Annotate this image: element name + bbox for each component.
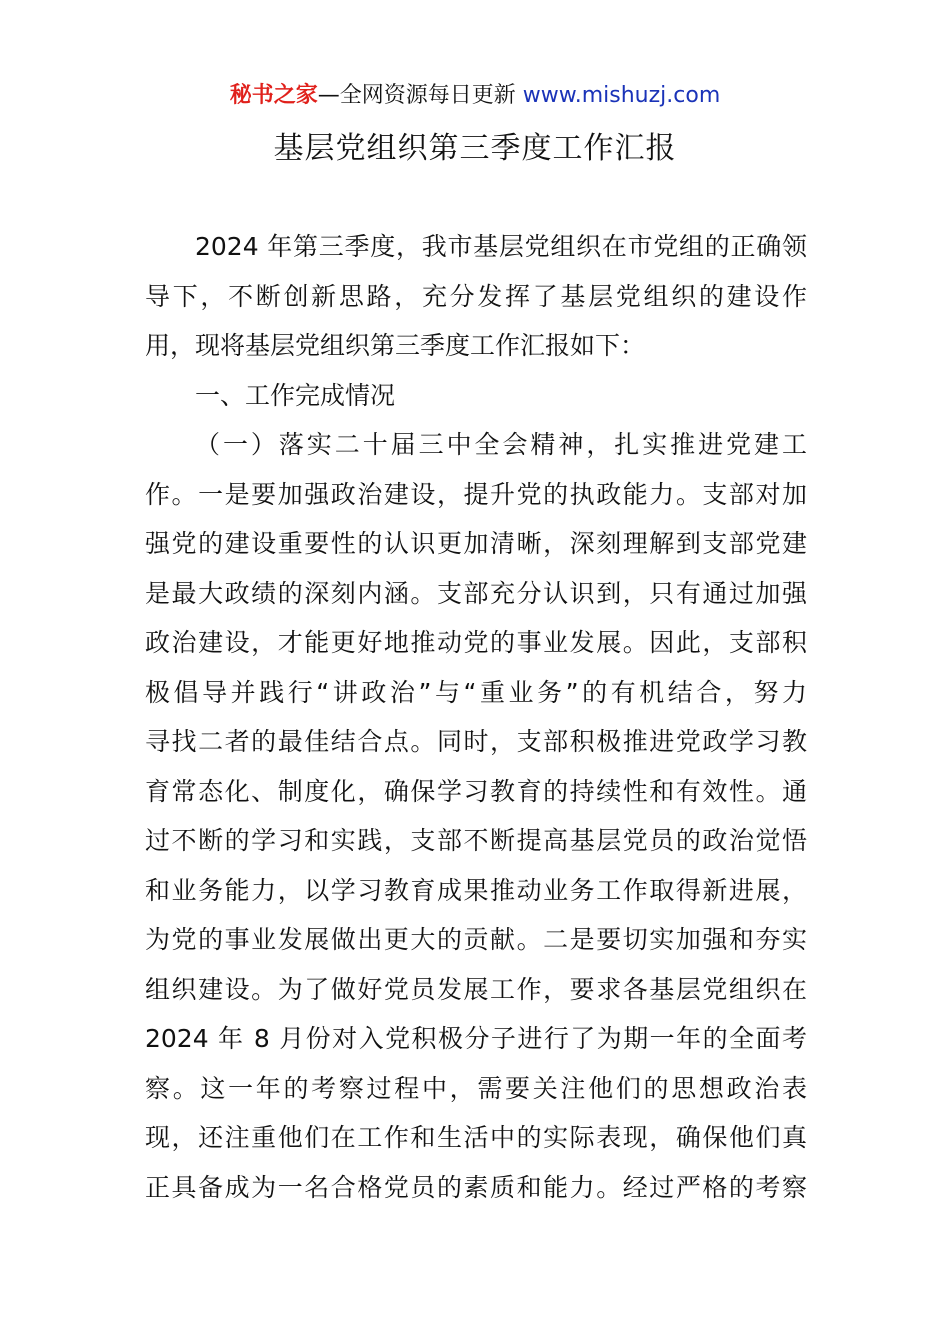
brand-name: 秘书之家: [229, 83, 318, 108]
paragraph-line: 2024 年 8 月份对入党积极分子进行了为期一年的全面考: [145, 1024, 807, 1053]
paragraph-line: 政治建设，才能更好地推动党的事业发展。因此，支部积: [145, 628, 807, 657]
paragraph-line: 过不断的学习和实践，支部不断提高基层党员的政治觉悟: [145, 826, 807, 855]
paragraph-line: 极倡导并践行“讲政治”与“重业务”的有机结合，努力: [145, 677, 807, 707]
subsection-heading: （一）落实二十届三中全会精神，扎实推进党建工: [195, 430, 807, 459]
paragraph-line: 寻找二者的最佳结合点。同时，支部积极推进党政学习教: [145, 727, 807, 756]
paragraph-line: 是最大政绩的深刻内涵。支部充分认识到，只有通过加强: [145, 578, 807, 608]
paragraph-line: 和业务能力，以学习教育成果推动业务工作取得新进展，: [145, 875, 807, 905]
paragraph-line: 察。这一年的考察过程中，需要关注他们的思想政治表: [145, 1073, 807, 1103]
section-heading: 一、工作完成情况: [195, 380, 396, 410]
document-body: [145, 222, 807, 1212]
header-tagline: —全网资源每日更新: [317, 83, 523, 108]
paragraph-line: 为党的事业发展做出更大的贡献。二是要切实加强和夯实: [145, 925, 807, 954]
paragraph-line: 组织建设。为了做好党员发展工作，要求各基层党组织在: [145, 974, 807, 1004]
paragraph-line: 育常态化、制度化，确保学习教育的持续性和有效性。通: [145, 776, 807, 806]
paragraph-line: 导下，不断创新思路，充分发挥了基层党组织的建设作: [145, 281, 807, 311]
document-title: 基层党组织第三季度工作汇报: [273, 131, 677, 166]
paragraph-line: 用，现将基层党组织第三季度工作汇报如下：: [145, 331, 646, 360]
site-link[interactable]: www.mishuzj.com: [522, 83, 721, 108]
paragraph-line: 强党的建设重要性的认识更加清晰，深刻理解到支部党建: [145, 529, 807, 558]
paragraph-line: 作。一是要加强政治建设，提升党的执政能力。支部对加: [145, 479, 807, 509]
paragraph-line: 正具备成为一名合格党员的素质和能力。经过严格的考察: [145, 1172, 807, 1202]
paragraph-line: 2024 年第三季度，我市基层党组织在市党组的正确领: [195, 232, 807, 261]
paragraph-line: 现，还注重他们在工作和生活中的实际表现，确保他们真: [145, 1123, 807, 1152]
site-header: [0, 80, 950, 112]
